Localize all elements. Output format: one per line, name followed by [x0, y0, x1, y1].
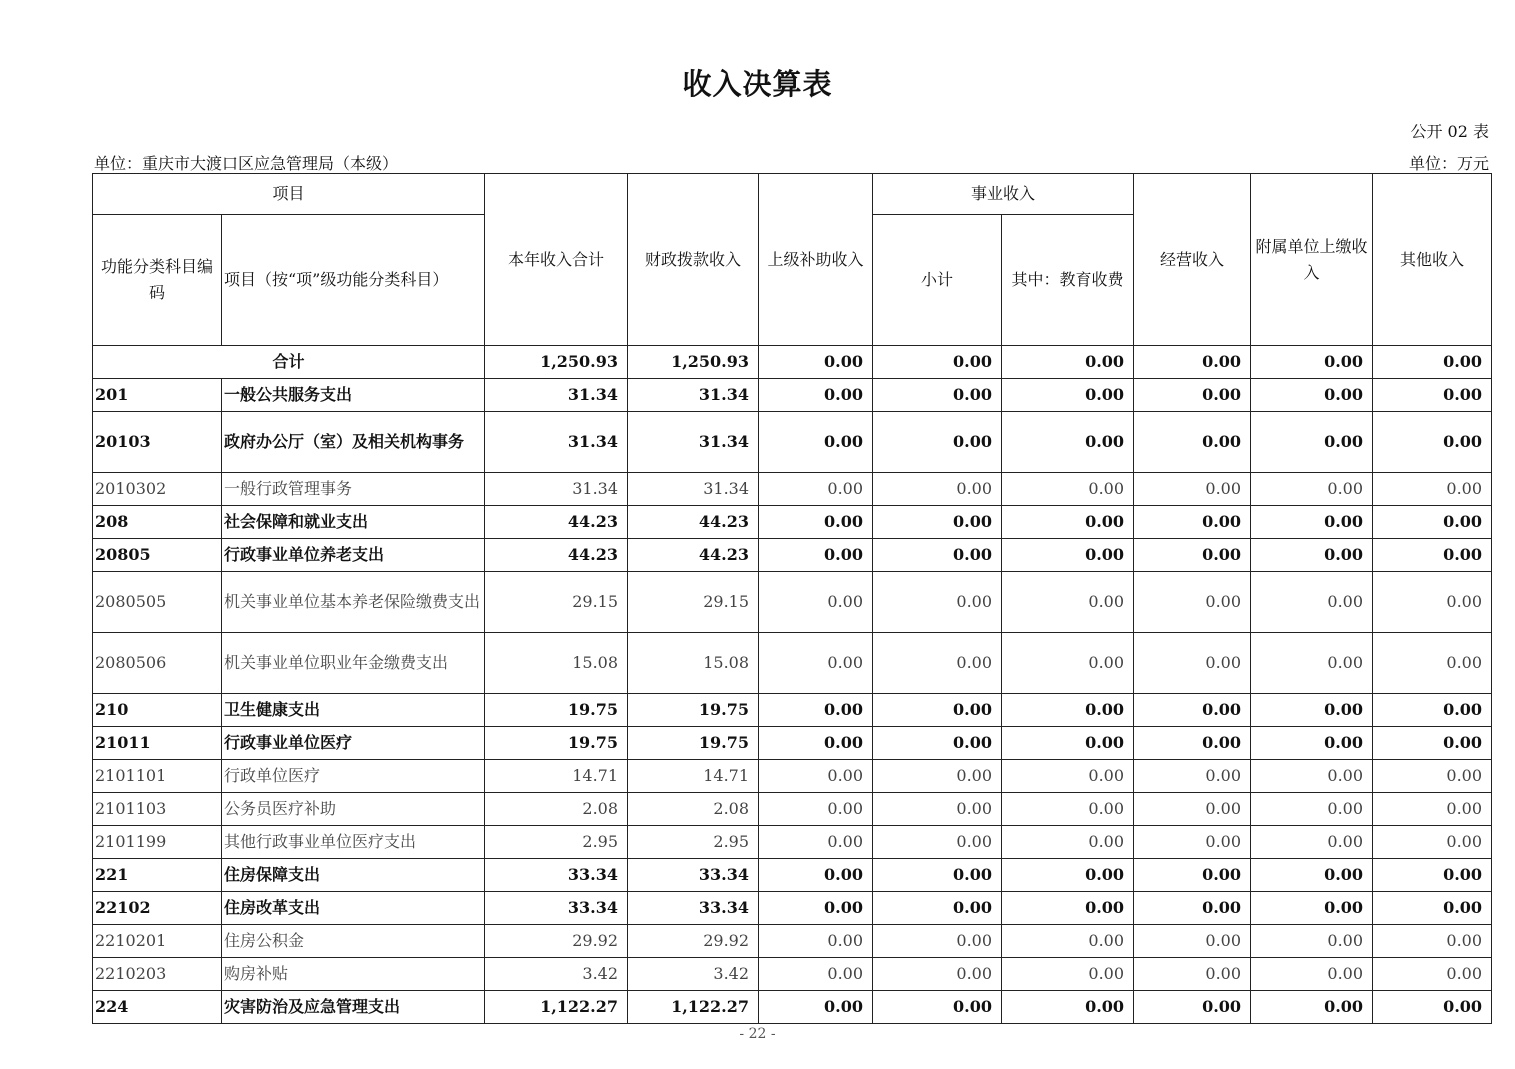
row-name: 卫生健康支出 — [222, 694, 485, 727]
table-row — [93, 991, 1492, 1024]
row-code: 2010302 — [93, 473, 222, 506]
row-fiscal: 44.23 — [628, 506, 759, 539]
row-fiscal: 15.08 — [628, 633, 759, 694]
table-row — [93, 473, 1492, 506]
row-name: 住房公积金 — [222, 925, 485, 958]
row-other: 0.00 — [1373, 506, 1492, 539]
row-fiscal: 19.75 — [628, 727, 759, 760]
row-operating: 0.00 — [1134, 539, 1251, 572]
row-total: 44.23 — [485, 506, 628, 539]
page-number: - 22 - — [739, 1026, 776, 1042]
row-affiliated: 0.00 — [1251, 826, 1373, 859]
row-fiscal: 3.42 — [628, 958, 759, 991]
row-code: 2210203 — [93, 958, 222, 991]
row-code: 210 — [93, 694, 222, 727]
row-fiscal: 31.34 — [628, 412, 759, 473]
row-affiliated: 0.00 — [1251, 506, 1373, 539]
row-operating: 0.00 — [1134, 892, 1251, 925]
header-fiscal: 财政拨款收入 — [628, 174, 759, 346]
row-name: 购房补贴 — [222, 958, 485, 991]
form-number: 公开 02 表 — [1410, 122, 1489, 141]
row-operating: 0.00 — [1134, 473, 1251, 506]
table-row — [93, 859, 1492, 892]
row-name: 政府办公厅（室）及相关机构事务 — [222, 412, 485, 473]
header-total: 本年收入合计 — [485, 174, 628, 346]
row-total: 31.34 — [485, 412, 628, 473]
row-operating: 0.00 — [1134, 826, 1251, 859]
sum-other: 0.00 — [1373, 346, 1492, 379]
row-code: 22102 — [93, 892, 222, 925]
row-edu: 0.00 — [1002, 473, 1134, 506]
row-total: 14.71 — [485, 760, 628, 793]
row-code: 2210201 — [93, 925, 222, 958]
header-project: 项目 — [93, 174, 485, 215]
row-operating: 0.00 — [1134, 633, 1251, 694]
row-subtotal: 0.00 — [873, 892, 1002, 925]
row-subtotal: 0.00 — [873, 727, 1002, 760]
sum-subtotal: 0.00 — [873, 346, 1002, 379]
row-edu: 0.00 — [1002, 859, 1134, 892]
row-superior: 0.00 — [759, 727, 873, 760]
row-code: 21011 — [93, 727, 222, 760]
row-affiliated: 0.00 — [1251, 412, 1373, 473]
row-affiliated: 0.00 — [1251, 572, 1373, 633]
row-edu: 0.00 — [1002, 991, 1134, 1024]
row-total: 31.34 — [485, 473, 628, 506]
row-subtotal: 0.00 — [873, 991, 1002, 1024]
row-total: 19.75 — [485, 727, 628, 760]
sum-fiscal: 1,250.93 — [628, 346, 759, 379]
row-edu: 0.00 — [1002, 826, 1134, 859]
row-name: 社会保障和就业支出 — [222, 506, 485, 539]
row-subtotal: 0.00 — [873, 958, 1002, 991]
row-fiscal: 31.34 — [628, 473, 759, 506]
row-edu: 0.00 — [1002, 412, 1134, 473]
row-edu: 0.00 — [1002, 793, 1134, 826]
header-code: 功能分类科目编码 — [93, 215, 222, 346]
row-edu: 0.00 — [1002, 506, 1134, 539]
row-code: 224 — [93, 991, 222, 1024]
row-edu: 0.00 — [1002, 760, 1134, 793]
row-other: 0.00 — [1373, 958, 1492, 991]
row-total: 31.34 — [485, 379, 628, 412]
row-operating: 0.00 — [1134, 958, 1251, 991]
row-superior: 0.00 — [759, 760, 873, 793]
table-row — [93, 506, 1492, 539]
row-superior: 0.00 — [759, 473, 873, 506]
row-fiscal: 2.08 — [628, 793, 759, 826]
row-code: 201 — [93, 379, 222, 412]
row-name: 一般公共服务支出 — [222, 379, 485, 412]
row-other: 0.00 — [1373, 572, 1492, 633]
row-name: 灾害防治及应急管理支出 — [222, 991, 485, 1024]
row-edu: 0.00 — [1002, 379, 1134, 412]
table-row — [93, 539, 1492, 572]
row-fiscal: 44.23 — [628, 539, 759, 572]
row-affiliated: 0.00 — [1251, 958, 1373, 991]
row-other: 0.00 — [1373, 925, 1492, 958]
table-row — [93, 572, 1492, 633]
row-other: 0.00 — [1373, 539, 1492, 572]
sum-operating: 0.00 — [1134, 346, 1251, 379]
row-subtotal: 0.00 — [873, 694, 1002, 727]
row-superior: 0.00 — [759, 412, 873, 473]
row-code: 2101101 — [93, 760, 222, 793]
row-superior: 0.00 — [759, 793, 873, 826]
row-affiliated: 0.00 — [1251, 694, 1373, 727]
row-superior: 0.00 — [759, 826, 873, 859]
table-row — [93, 727, 1492, 760]
row-code: 221 — [93, 859, 222, 892]
row-operating: 0.00 — [1134, 727, 1251, 760]
row-name: 行政单位医疗 — [222, 760, 485, 793]
row-subtotal: 0.00 — [873, 859, 1002, 892]
row-superior: 0.00 — [759, 694, 873, 727]
row-fiscal: 14.71 — [628, 760, 759, 793]
row-edu: 0.00 — [1002, 633, 1134, 694]
row-operating: 0.00 — [1134, 793, 1251, 826]
header-superior: 上级补助收入 — [759, 174, 873, 346]
unit-currency: 单位：万元 — [1408, 154, 1489, 173]
row-other: 0.00 — [1373, 793, 1492, 826]
header-row-top — [93, 174, 1492, 215]
row-subtotal: 0.00 — [873, 826, 1002, 859]
row-other: 0.00 — [1373, 633, 1492, 694]
row-code: 2080506 — [93, 633, 222, 694]
row-other: 0.00 — [1373, 859, 1492, 892]
row-affiliated: 0.00 — [1251, 859, 1373, 892]
table-row — [93, 892, 1492, 925]
row-edu: 0.00 — [1002, 572, 1134, 633]
row-fiscal: 31.34 — [628, 379, 759, 412]
table-row — [93, 793, 1492, 826]
sum-total: 1,250.93 — [485, 346, 628, 379]
row-edu: 0.00 — [1002, 958, 1134, 991]
row-superior: 0.00 — [759, 506, 873, 539]
row-affiliated: 0.00 — [1251, 539, 1373, 572]
row-affiliated: 0.00 — [1251, 991, 1373, 1024]
row-superior: 0.00 — [759, 958, 873, 991]
header-operating: 经营收入 — [1134, 174, 1251, 346]
row-affiliated: 0.00 — [1251, 473, 1373, 506]
row-total: 2.95 — [485, 826, 628, 859]
row-name: 住房保障支出 — [222, 859, 485, 892]
sum-affiliated: 0.00 — [1251, 346, 1373, 379]
row-other: 0.00 — [1373, 473, 1492, 506]
row-fiscal: 19.75 — [628, 694, 759, 727]
table-row — [93, 958, 1492, 991]
row-fiscal: 1,122.27 — [628, 991, 759, 1024]
row-affiliated: 0.00 — [1251, 925, 1373, 958]
row-other: 0.00 — [1373, 892, 1492, 925]
row-superior: 0.00 — [759, 892, 873, 925]
table-row — [93, 379, 1492, 412]
row-total: 29.92 — [485, 925, 628, 958]
row-operating: 0.00 — [1134, 506, 1251, 539]
row-subtotal: 0.00 — [873, 572, 1002, 633]
row-operating: 0.00 — [1134, 859, 1251, 892]
row-code: 20103 — [93, 412, 222, 473]
row-affiliated: 0.00 — [1251, 892, 1373, 925]
row-superior: 0.00 — [759, 633, 873, 694]
row-superior: 0.00 — [759, 379, 873, 412]
row-superior: 0.00 — [759, 539, 873, 572]
row-total: 33.34 — [485, 859, 628, 892]
row-affiliated: 0.00 — [1251, 793, 1373, 826]
row-name: 公务员医疗补助 — [222, 793, 485, 826]
row-affiliated: 0.00 — [1251, 633, 1373, 694]
row-affiliated: 0.00 — [1251, 379, 1373, 412]
table-row — [93, 826, 1492, 859]
row-name: 机关事业单位基本养老保险缴费支出 — [222, 572, 485, 633]
row-operating: 0.00 — [1134, 925, 1251, 958]
row-edu: 0.00 — [1002, 694, 1134, 727]
row-operating: 0.00 — [1134, 694, 1251, 727]
header-business: 事业收入 — [873, 174, 1134, 215]
row-code: 208 — [93, 506, 222, 539]
row-fiscal: 2.95 — [628, 826, 759, 859]
row-edu: 0.00 — [1002, 539, 1134, 572]
row-total: 2.08 — [485, 793, 628, 826]
row-other: 0.00 — [1373, 991, 1492, 1024]
row-name: 机关事业单位职业年金缴费支出 — [222, 633, 485, 694]
row-subtotal: 0.00 — [873, 412, 1002, 473]
row-subtotal: 0.00 — [873, 473, 1002, 506]
row-operating: 0.00 — [1134, 412, 1251, 473]
table-row — [93, 633, 1492, 694]
row-name: 行政事业单位医疗 — [222, 727, 485, 760]
row-name: 住房改革支出 — [222, 892, 485, 925]
sum-row — [93, 346, 1492, 379]
row-subtotal: 0.00 — [873, 793, 1002, 826]
row-superior: 0.00 — [759, 925, 873, 958]
row-operating: 0.00 — [1134, 991, 1251, 1024]
header-other: 其他收入 — [1373, 174, 1492, 346]
row-other: 0.00 — [1373, 826, 1492, 859]
row-subtotal: 0.00 — [873, 539, 1002, 572]
header-subtotal: 小计 — [873, 215, 1002, 346]
row-code: 2101199 — [93, 826, 222, 859]
row-affiliated: 0.00 — [1251, 760, 1373, 793]
row-total: 3.42 — [485, 958, 628, 991]
row-name: 行政事业单位养老支出 — [222, 539, 485, 572]
row-code: 20805 — [93, 539, 222, 572]
row-fiscal: 29.92 — [628, 925, 759, 958]
sum-superior: 0.00 — [759, 346, 873, 379]
income-table — [92, 173, 1492, 1024]
row-other: 0.00 — [1373, 760, 1492, 793]
row-subtotal: 0.00 — [873, 633, 1002, 694]
unit-organization: 单位：重庆市大渡口区应急管理局（本级） — [94, 154, 399, 173]
row-other: 0.00 — [1373, 379, 1492, 412]
row-fiscal: 33.34 — [628, 859, 759, 892]
sum-label: 合计 — [93, 346, 485, 379]
row-code: 2101103 — [93, 793, 222, 826]
row-subtotal: 0.00 — [873, 379, 1002, 412]
row-operating: 0.00 — [1134, 379, 1251, 412]
header-edu: 其中：教育收费 — [1002, 215, 1134, 346]
table-row — [93, 694, 1492, 727]
row-other: 0.00 — [1373, 412, 1492, 473]
row-superior: 0.00 — [759, 572, 873, 633]
sum-edu: 0.00 — [1002, 346, 1134, 379]
row-other: 0.00 — [1373, 727, 1492, 760]
row-subtotal: 0.00 — [873, 506, 1002, 539]
row-name: 一般行政管理事务 — [222, 473, 485, 506]
header-item: 项目（按“项”级功能分类科目） — [222, 215, 485, 346]
row-operating: 0.00 — [1134, 572, 1251, 633]
row-total: 29.15 — [485, 572, 628, 633]
table-row — [93, 412, 1492, 473]
page-title: 收入决算表 — [682, 67, 833, 101]
row-edu: 0.00 — [1002, 925, 1134, 958]
row-fiscal: 29.15 — [628, 572, 759, 633]
table-row — [93, 925, 1492, 958]
table-row — [93, 760, 1492, 793]
header-affiliated: 附属单位上缴收入 — [1251, 174, 1373, 346]
row-edu: 0.00 — [1002, 892, 1134, 925]
row-superior: 0.00 — [759, 991, 873, 1024]
row-superior: 0.00 — [759, 859, 873, 892]
row-operating: 0.00 — [1134, 760, 1251, 793]
row-total: 44.23 — [485, 539, 628, 572]
row-affiliated: 0.00 — [1251, 727, 1373, 760]
row-edu: 0.00 — [1002, 727, 1134, 760]
row-fiscal: 33.34 — [628, 892, 759, 925]
row-code: 2080505 — [93, 572, 222, 633]
row-other: 0.00 — [1373, 694, 1492, 727]
row-name: 其他行政事业单位医疗支出 — [222, 826, 485, 859]
row-total: 15.08 — [485, 633, 628, 694]
row-subtotal: 0.00 — [873, 760, 1002, 793]
row-total: 19.75 — [485, 694, 628, 727]
row-subtotal: 0.00 — [873, 925, 1002, 958]
row-total: 33.34 — [485, 892, 628, 925]
row-total: 1,122.27 — [485, 991, 628, 1024]
